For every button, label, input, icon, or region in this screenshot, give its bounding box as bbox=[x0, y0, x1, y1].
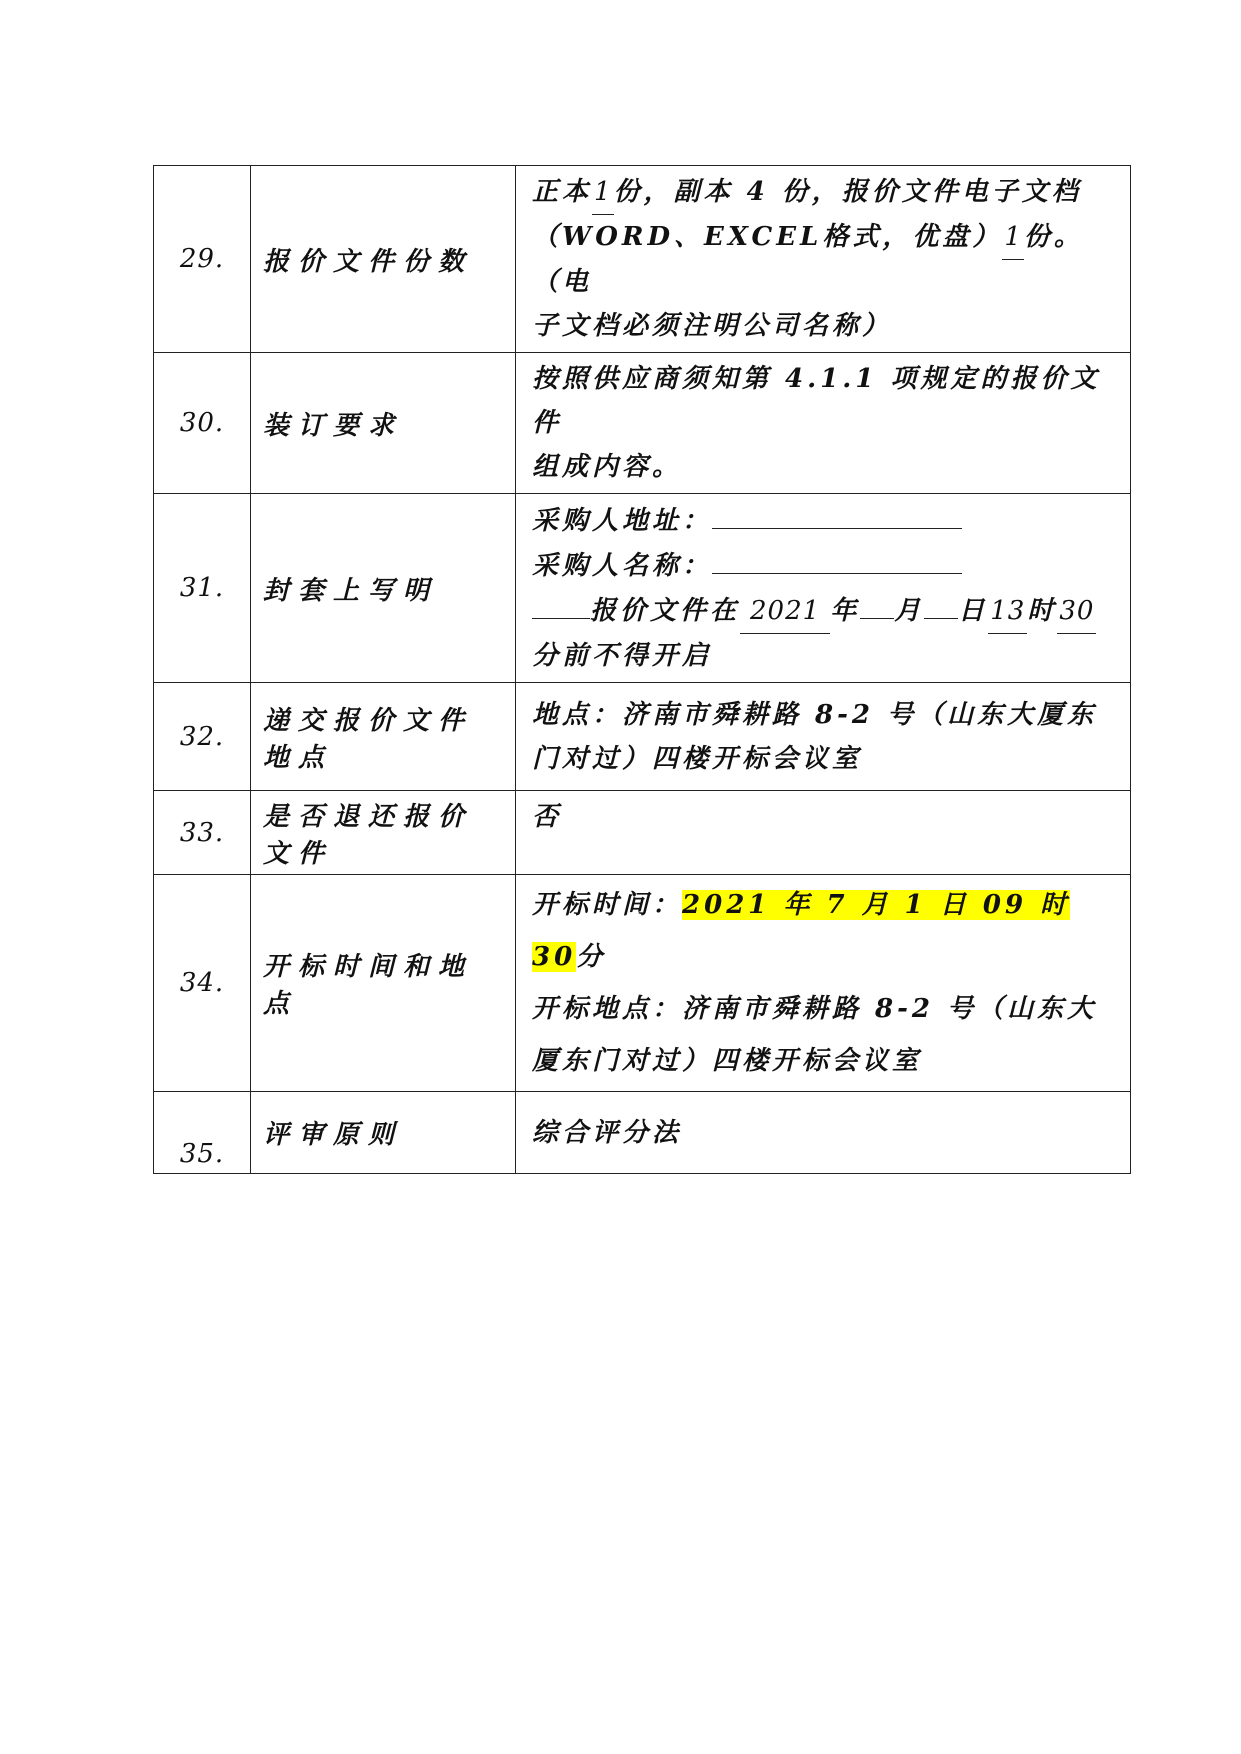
opening-time-highlight: 2021 年 7 月 1 日 09 时 30 bbox=[532, 890, 1071, 972]
row-number: 33. bbox=[154, 791, 251, 875]
table-row bbox=[154, 791, 1131, 875]
name-blank bbox=[712, 543, 962, 574]
row-value: 按照供应商须知第 4.1.1 项规定的报价文件 组成内容。 bbox=[516, 353, 1131, 494]
row-value: 开标时间：2021 年 7 月 1 日 09 时 30分 开标地点：济南市舜耕路 8-2 号（山东大 厦东门对过）四楼开标会议室 bbox=[516, 875, 1131, 1092]
leading-blank bbox=[532, 588, 590, 619]
row-value: 正本1份，副本 4 份，报价文件电子文档 （WORD、EXCEL格式，优盘）1份。（电 子文档必须注明公司名称） bbox=[516, 166, 1131, 353]
opening-time-label: 开标时间： bbox=[532, 890, 683, 920]
row-item: 封套上写明 bbox=[251, 494, 516, 683]
row-value: 采购人地址： 采购人名称： 报价文件在 2021 年 月 日13时30 分前不得开启 bbox=[516, 494, 1131, 683]
row-value: 综合评分法 bbox=[516, 1092, 1131, 1174]
row-value: 地点：济南市舜耕路 8-2 号（山东大厦东 门对过）四楼开标会议室 bbox=[516, 683, 1131, 791]
table-row bbox=[154, 353, 1131, 494]
row-item: 评审原则 bbox=[251, 1092, 516, 1174]
row-number: 31. bbox=[154, 494, 251, 683]
table-row bbox=[154, 1092, 1131, 1174]
address-label: 采购人地址： bbox=[532, 506, 713, 536]
row-item: 是否退还报价 文件 bbox=[251, 791, 516, 875]
row-item: 报价文件份数 bbox=[251, 166, 516, 353]
row-number: 34. bbox=[154, 875, 251, 1092]
row-item: 开标时间和地 点 bbox=[251, 875, 516, 1092]
month-blank bbox=[860, 588, 894, 619]
row-item: 装订要求 bbox=[251, 353, 516, 494]
table-row bbox=[154, 683, 1131, 791]
row-item: 递交报价文件 地点 bbox=[251, 683, 516, 791]
table-row bbox=[154, 166, 1131, 353]
address-blank bbox=[712, 498, 962, 529]
table-row bbox=[154, 494, 1131, 683]
day-blank bbox=[924, 588, 958, 619]
name-label: 采购人名称： bbox=[532, 551, 713, 581]
row-value: 否 bbox=[516, 791, 1131, 875]
tender-info-table bbox=[153, 165, 1131, 1174]
row-number: 32. bbox=[154, 683, 251, 791]
table-row bbox=[154, 875, 1131, 1092]
row-number: 35. bbox=[154, 1092, 251, 1174]
row-number: 29. bbox=[154, 166, 251, 353]
row-number: 30. bbox=[154, 353, 251, 494]
